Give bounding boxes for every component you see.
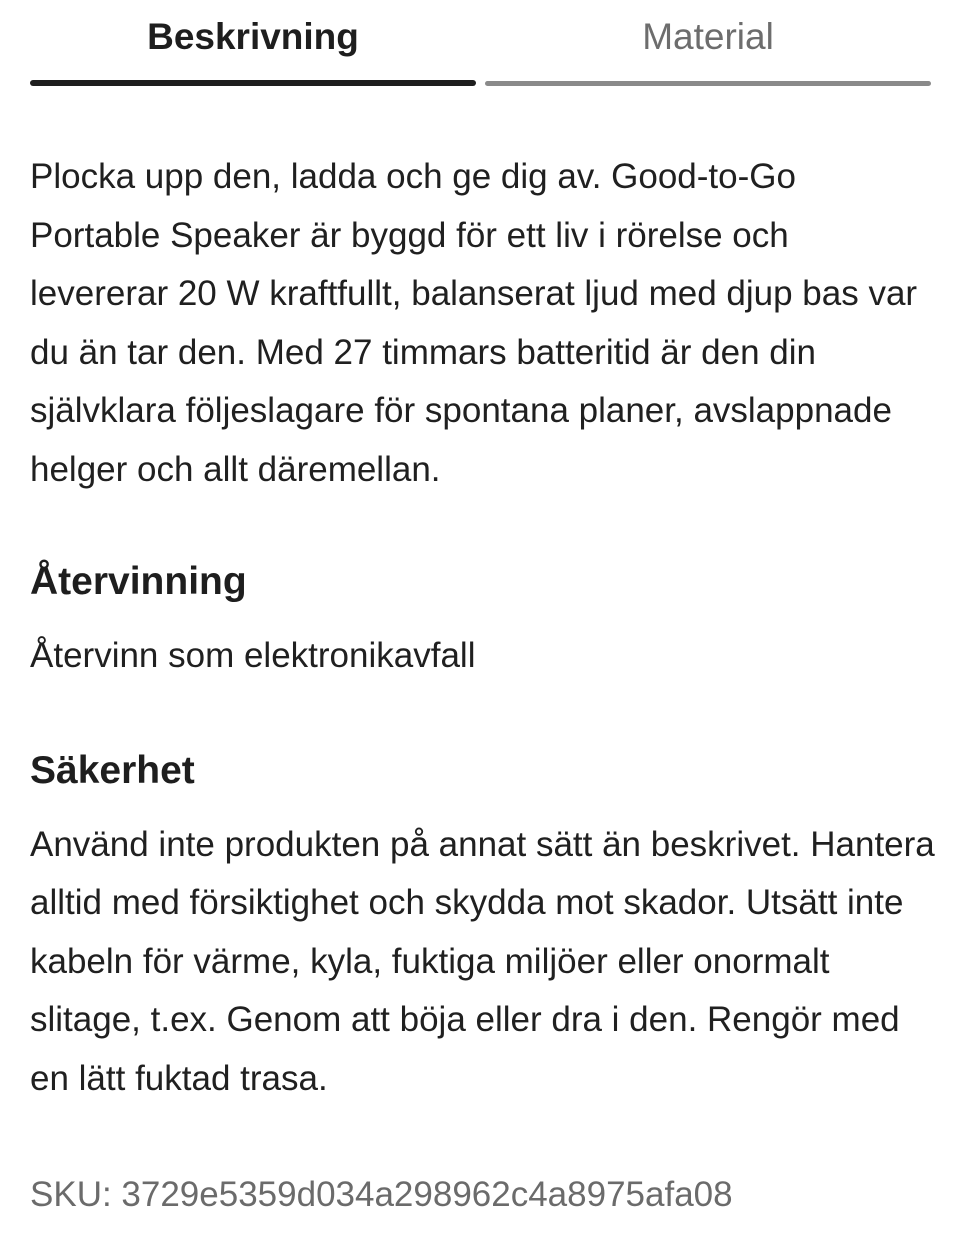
safety-text: Använd inte produkten på annat sätt än beskrivet. Hantera alltid med försiktighet och skydda mot skador. Utsätt inte kabeln för värme, kyla, fuktiga miljöer eller onormalt slitage, t.ex. Genom att böja eller dra i den. Rengör med en lätt fuktad trasa. [30,824,935,1098]
tab-beskrivning-underline [30,80,476,86]
tab-beskrivning-label: Beskrivning [147,16,359,57]
tab-material[interactable] [485,0,931,86]
product-description: Plocka upp den, ladda och ge dig av. Good-to-Go Portable Speaker är byggd för ett liv i rörelse och levererar 20 W kraftfullt, balanserat ljud med djup bas var du än tar den. Med 27 timmars batteritid är den din självklara följeslagare för spontana planer, avslappnade helger och allt däremellan. [30,157,918,489]
tab-material-label: Material [642,16,774,57]
tab-panel-beskrivning [30,148,935,1220]
tab-beskrivning[interactable] [30,0,476,86]
tab-bar [30,0,931,90]
recycling-heading: Återvinning [30,560,247,603]
safety-heading: Säkerhet [30,748,195,792]
sku-label: SKU: 3729e5359d034a298962c4a8975afa08 [30,1175,733,1214]
recycling-text: Återvinn som elektronikavfall [30,636,476,675]
tab-material-underline [485,81,931,86]
